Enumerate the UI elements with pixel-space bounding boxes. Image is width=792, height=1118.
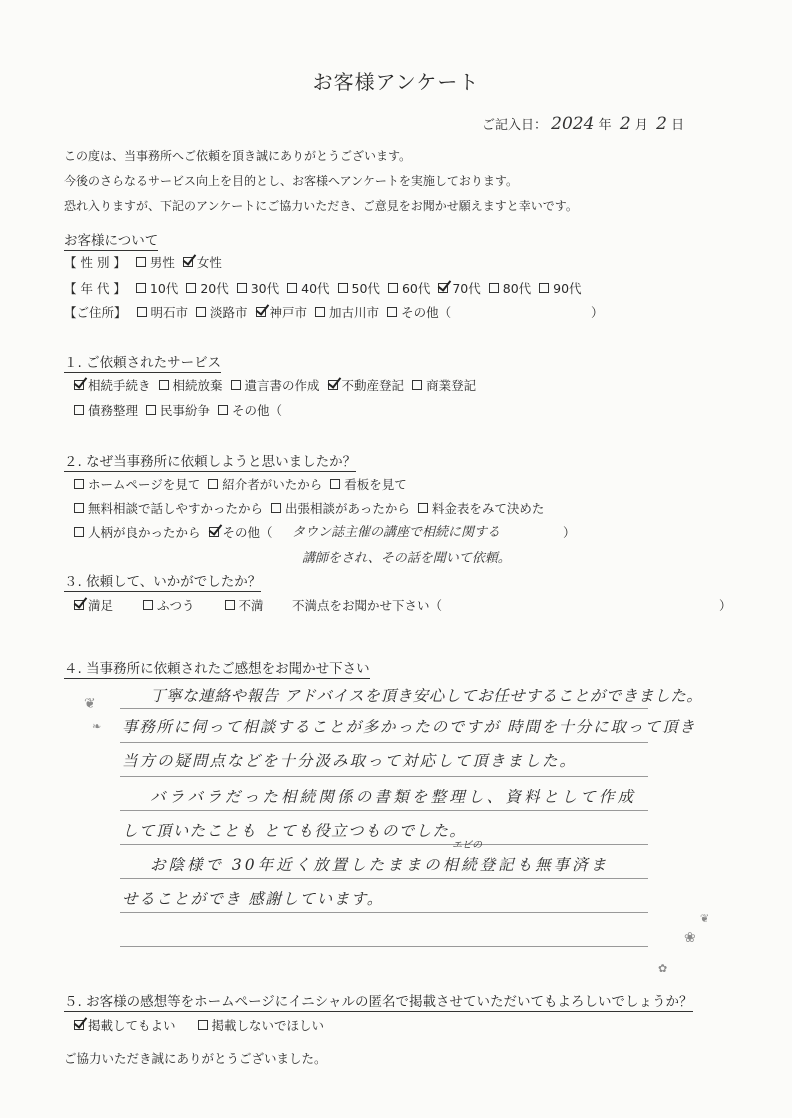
entry-date [482, 114, 684, 134]
checkbox-option[interactable] [146, 401, 210, 419]
q3-options [74, 596, 294, 614]
checkbox-icon[interactable] [159, 380, 169, 390]
checkbox-icon[interactable] [186, 283, 196, 293]
checked-checkbox-icon[interactable] [74, 1020, 84, 1030]
address-options [137, 305, 460, 320]
checked-checkbox-icon[interactable] [256, 307, 266, 317]
checkbox-option[interactable] [136, 279, 178, 297]
q1-heading-text: １. ご依頼されたサービス [64, 355, 222, 371]
checkbox-label: 無料相談で話しやすかったから [88, 501, 264, 516]
comment-line-4: バラバラだった相続関係の書類を整理し、資料として作成 [150, 788, 637, 806]
checkbox-label: ふつう [157, 598, 195, 613]
checkbox-label: その他（ [222, 525, 273, 540]
entry-day: 2 [656, 114, 667, 134]
ruled-line [120, 844, 648, 845]
checkbox-label: 人柄が良かったから [88, 525, 201, 540]
checkbox-option[interactable] [418, 499, 545, 517]
checkbox-icon[interactable] [225, 600, 235, 610]
checkbox-option[interactable] [159, 376, 223, 394]
checkbox-label: 10代 [149, 281, 179, 296]
q3-heading-text: ３. 依頼して、いかがでしたか？ [64, 574, 262, 590]
checkbox-option[interactable] [330, 475, 407, 493]
ruled-line [120, 946, 648, 947]
age-options [136, 281, 590, 296]
checkbox-label: 遺言書の作成 [244, 378, 320, 393]
checkbox-icon[interactable] [196, 307, 206, 317]
q4-heading [64, 657, 370, 677]
checkbox-icon[interactable] [74, 479, 84, 489]
checked-checkbox-icon[interactable] [438, 283, 448, 293]
leaf-ornament-icon: ❧ [92, 720, 102, 733]
checkbox-option[interactable] [186, 279, 228, 297]
checkbox-option[interactable] [256, 303, 308, 321]
checkbox-option[interactable] [225, 596, 264, 614]
checkbox-option[interactable] [218, 401, 282, 419]
gender-label: 【 性 別 】 [64, 255, 126, 270]
day-suffix: 日 [671, 118, 685, 133]
comment-line-6: お陰様で 30年近く放置したままの相続登記も無事済ま [150, 856, 610, 874]
checkbox-option[interactable] [271, 499, 410, 517]
checkbox-icon[interactable] [198, 1020, 208, 1030]
checkbox-option[interactable] [137, 303, 189, 321]
age-row [64, 279, 590, 297]
checkbox-icon[interactable] [231, 380, 241, 390]
checkbox-option[interactable] [74, 596, 113, 614]
about-heading-text: お客様について [64, 233, 159, 249]
q2-other-answer-1: タウン誌主催の講座で相続に関する [292, 525, 501, 540]
checkbox-label: 明石市 [150, 305, 189, 320]
q2-row-2 [74, 499, 552, 517]
address-row [64, 303, 459, 321]
checkbox-icon[interactable] [539, 283, 549, 293]
checked-checkbox-icon[interactable] [209, 527, 219, 537]
leaf-ornament-icon: ❦ [700, 912, 710, 925]
checkbox-icon[interactable] [387, 307, 397, 317]
checkbox-option[interactable] [208, 475, 322, 493]
checkbox-option[interactable] [143, 596, 195, 614]
checkbox-option[interactable] [412, 376, 476, 394]
ruled-line [120, 810, 648, 811]
checkbox-label: 出張相談があったから [285, 501, 410, 516]
ruled-line [120, 912, 648, 913]
entry-date-label: ご記入日： [482, 118, 548, 133]
q5-heading [64, 990, 693, 1010]
checkbox-option[interactable] [74, 401, 138, 419]
checkbox-label: 30代 [250, 281, 280, 296]
comment-line-1: 丁寧な連絡や報告 アドバイスを頂き安心してお任せすることができました。 [150, 687, 703, 705]
checkbox-option[interactable] [74, 499, 263, 517]
comment-line-7: せることができ 感謝しています。 [122, 890, 384, 908]
q2-other-close: ） [563, 525, 576, 540]
checked-checkbox-icon[interactable] [183, 257, 193, 267]
ruled-line [120, 742, 648, 743]
flower-ornament-icon: ✿ [658, 962, 668, 975]
comment-line-2: 事務所に伺って相談することが多かったのですが 時間を十分に取って頂き [122, 718, 697, 736]
checkbox-label: 商業登記 [426, 378, 477, 393]
q5-options [74, 1016, 346, 1034]
checkbox-label: 満足 [88, 598, 114, 613]
age-label: 【 年 代 】 [64, 281, 126, 296]
checkbox-icon[interactable] [287, 283, 297, 293]
month-suffix: 月 [634, 118, 648, 133]
address-label: 【ご住所】 [64, 305, 127, 320]
checkbox-icon[interactable] [338, 283, 348, 293]
intro-line-1: この度は、当事務所へご依頼を頂き誠にありがとうございます。 [64, 149, 412, 163]
checkbox-option[interactable] [74, 376, 151, 394]
checkbox-label: 民事紛争 [160, 403, 211, 418]
checkbox-icon[interactable] [143, 600, 153, 610]
checkbox-option[interactable] [388, 279, 430, 297]
q1-row-2 [74, 401, 290, 419]
year-suffix: 年 [598, 118, 612, 133]
q3-complaint-close: ） [719, 598, 732, 613]
about-heading [64, 229, 158, 249]
checkbox-label: 淡路市 [210, 305, 248, 320]
checkbox-label: 50代 [351, 281, 380, 296]
q3-heading [64, 570, 261, 590]
checkbox-label: その他（ [401, 305, 452, 320]
checkbox-label: 70代 [452, 281, 481, 296]
checkbox-label: 女性 [196, 255, 222, 270]
q3-complaint-label: 不満点をお聞かせ下さい（ [292, 598, 443, 613]
checkbox-option[interactable] [209, 523, 273, 541]
checkbox-icon[interactable] [218, 405, 228, 415]
checkbox-option[interactable] [74, 1016, 176, 1034]
checkbox-icon[interactable] [74, 503, 84, 513]
comment-line-5: して頂いたことも とても役立つものでした。 [122, 822, 467, 840]
checkbox-label: 料金表をみて決めた [431, 501, 545, 516]
checkbox-label: 加古川市 [329, 305, 380, 320]
q2-heading [64, 450, 356, 470]
q1-row-1 [74, 376, 484, 394]
checked-checkbox-icon[interactable] [328, 380, 338, 390]
checkbox-option[interactable] [287, 279, 329, 297]
checkbox-label: 40代 [301, 281, 330, 296]
checkbox-label: ホームページを見て [88, 477, 201, 492]
checkbox-label: 不満 [238, 598, 264, 613]
flower-ornament-icon: ❦ [84, 696, 96, 712]
checkbox-label: 相続放棄 [172, 378, 223, 393]
checked-checkbox-icon[interactable] [74, 380, 84, 390]
checkbox-option[interactable] [539, 279, 581, 297]
checkbox-option[interactable] [489, 279, 531, 297]
checkbox-label: 掲載しないでほしい [211, 1018, 325, 1033]
checkbox-option[interactable] [196, 303, 248, 321]
checkbox-option[interactable] [198, 1016, 325, 1034]
gender-options [136, 255, 230, 270]
checkbox-label: 相続手続き [88, 378, 151, 393]
checkbox-icon[interactable] [330, 479, 340, 489]
q4-heading-text: ４. 当事務所に依頼されたご感想をお聞かせ下さい [64, 661, 370, 677]
checkbox-label: 80代 [502, 281, 532, 296]
checkbox-option[interactable] [136, 253, 175, 271]
checkbox-icon[interactable] [136, 257, 146, 267]
checkbox-option[interactable] [438, 279, 480, 297]
checkbox-option[interactable] [231, 376, 320, 394]
checkbox-label: 神戸市 [269, 305, 308, 320]
checkbox-option[interactable] [328, 376, 405, 394]
checkbox-label: 看板を見て [344, 477, 407, 492]
checked-checkbox-icon[interactable] [74, 600, 84, 610]
checkbox-label: 60代 [401, 281, 431, 296]
checkbox-label: 90代 [553, 281, 582, 296]
checkbox-option[interactable] [237, 279, 279, 297]
intro-line-2: 今後のさらなるサービス向上を目的とし、お客様へアンケートを実施しております。 [64, 174, 518, 188]
checkbox-label: 男性 [149, 255, 175, 270]
comment-ruby: エビの [452, 840, 482, 851]
checkbox-label: 紹介者がいたから [222, 477, 323, 492]
checkbox-icon[interactable] [237, 283, 247, 293]
survey-title: お客様アンケート [312, 70, 480, 94]
entry-year: 2024 [551, 114, 595, 134]
gender-row [64, 253, 230, 271]
checkbox-label: 不動産登記 [341, 378, 405, 393]
checkbox-icon[interactable] [412, 380, 422, 390]
checkbox-icon[interactable] [146, 405, 156, 415]
checkbox-option[interactable] [315, 303, 379, 321]
checkbox-option[interactable] [74, 523, 201, 541]
checkbox-icon[interactable] [489, 283, 499, 293]
q2-row-3 [74, 523, 281, 541]
checkbox-label: 掲載してもよい [88, 1018, 176, 1033]
checkbox-icon[interactable] [74, 405, 84, 415]
checkbox-label: 債務整理 [88, 403, 139, 418]
ruled-line [120, 776, 648, 777]
flower-ornament-icon: ❀ [684, 930, 696, 946]
checkbox-icon[interactable] [315, 307, 325, 317]
intro-line-3: 恐れ入りますが、下記のアンケートにご協力いただき、ご意見をお聞かせ願えますと幸いです。 [64, 199, 578, 213]
checkbox-option[interactable] [387, 303, 451, 321]
checkbox-option[interactable] [338, 279, 380, 297]
checkbox-icon[interactable] [271, 503, 281, 513]
checkbox-icon[interactable] [208, 479, 218, 489]
ruled-line [120, 878, 648, 879]
checkbox-label: その他（ [232, 403, 283, 418]
ruled-line [120, 708, 648, 709]
checkbox-icon[interactable] [74, 527, 84, 537]
checkbox-icon[interactable] [388, 283, 398, 293]
checkbox-label: 20代 [200, 281, 229, 296]
comment-line-3: 当方の疑問点などを十分汲み取って対応して頂きました。 [122, 752, 578, 770]
checkbox-icon[interactable] [418, 503, 428, 513]
checkbox-icon[interactable] [137, 307, 147, 317]
checkbox-icon[interactable] [136, 283, 146, 293]
q2-other-answer-2: 講師をされ、その話を聞いて依頼。 [302, 551, 511, 566]
q5-heading-text: ５. お客様の感想等をホームページにイニシャルの匿名で掲載させていただいてもよろしいでしょうか？ [64, 994, 693, 1010]
address-close: ） [591, 305, 604, 320]
q2-row-1 [74, 475, 415, 493]
entry-month: 2 [619, 114, 631, 134]
q1-heading [64, 351, 221, 371]
closing-message: ご協力いただき誠にありがとうございました。 [64, 1051, 327, 1066]
checkbox-option[interactable] [74, 475, 200, 493]
checkbox-option[interactable] [183, 253, 222, 271]
q2-heading-text: ２. なぜ当事務所に依頼しようと思いましたか？ [64, 454, 357, 470]
